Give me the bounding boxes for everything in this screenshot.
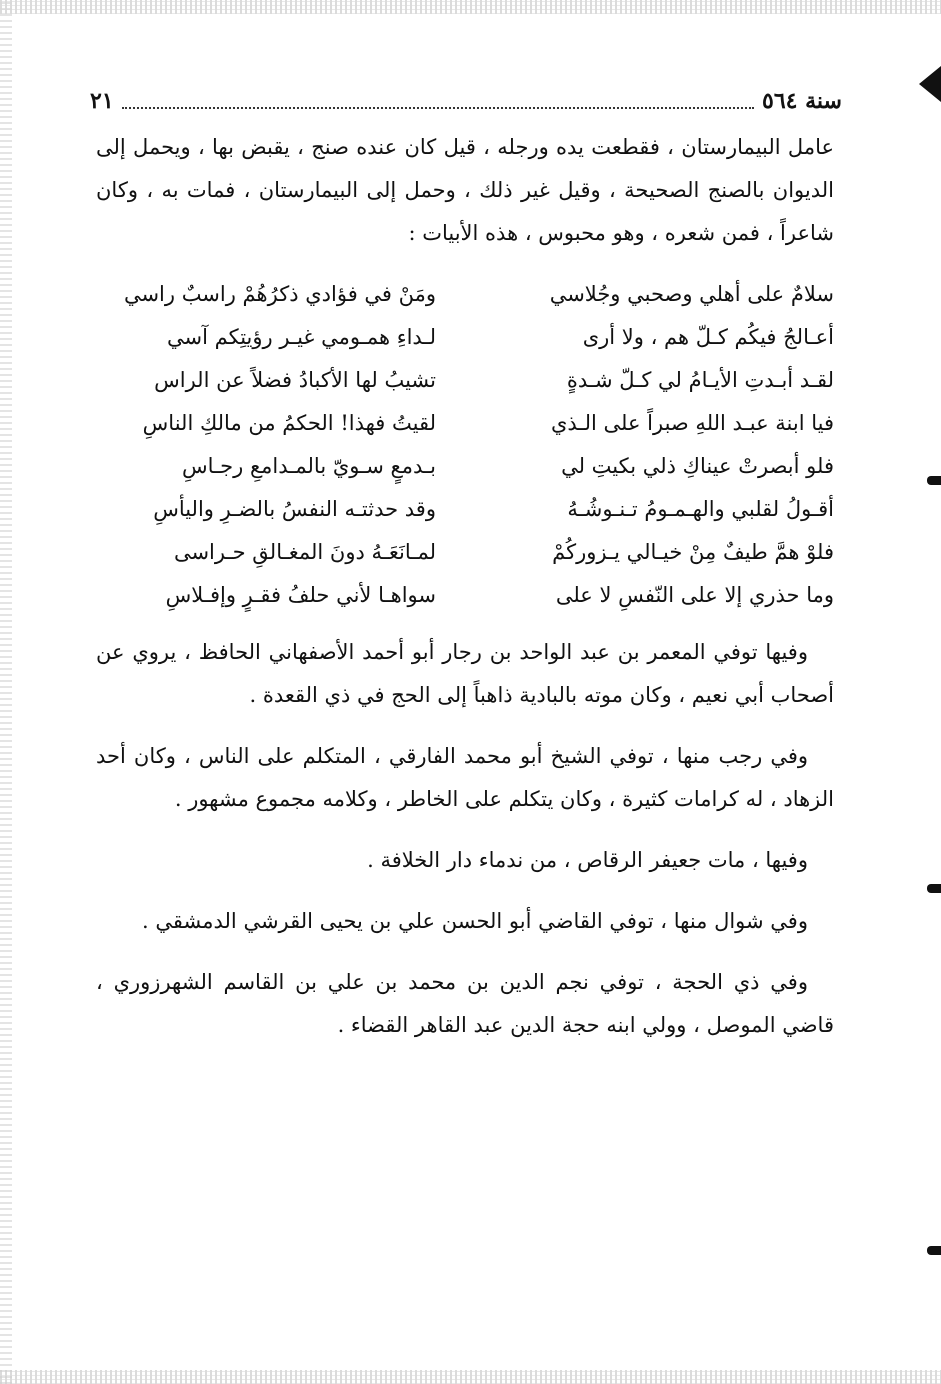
text-line: وفي شوال منها ، توفي القاضي أبو الحسن علي بن يحيى القرشي الدمشقي . (142, 909, 808, 933)
text-line: وفيها توفي المعمر بن عبد الواحد بن رجار أبو أحمد الأصفهاني الحافظ ، يروي (132, 640, 808, 664)
verse-second-hemistich: وقد حدثتـه النفسُ بالضـرِ واليأسِ (153, 497, 436, 521)
text-line: شاعراً ، فمن شعره ، وهو محبوس ، هذه الأبيات : (408, 221, 834, 245)
verse-first-hemistich: أقـولُ لقلبي والهـمـومُ تـنـوشُـهُ (567, 497, 834, 521)
poem-verse (96, 273, 834, 316)
paragraph-dhul-hijja (96, 961, 834, 1047)
verse-second-hemistich: لقيتُ فهذا! الحكمُ من مالكِ الناسِ (142, 411, 436, 435)
poem (96, 273, 834, 617)
poem-verse (96, 316, 834, 359)
poem-verse (96, 574, 834, 617)
poem-verse (96, 402, 834, 445)
decorative-border-top (0, 0, 941, 14)
verse-first-hemistich: أعـالجُ فيكُم كـلّ هم ، ولا أرى (582, 325, 834, 349)
text-line: عن أصحاب أبي نعيم ، وكان موته بالبادية ذاهباً إلى الحج في ذي القعدة . (96, 640, 834, 707)
verse-first-hemistich: فلوْ همَّ طيفٌ مِنْ خيـالي يـزوركُمْ (552, 540, 834, 564)
header-dot-leader (122, 93, 754, 109)
text-line: عامل البيمارستان ، فقطعت يده ورجله ، قيل كان عنده صنج ، يقبض بها ، ويحمل إلى (96, 135, 834, 159)
verse-second-hemistich: سواهـا لأني حلفُ فقـرٍ وإفـلاسِ (165, 583, 436, 607)
verse-first-hemistich: فيا ابنة عبـد اللهِ صبراً على الـذي (550, 411, 834, 435)
poem-verse (96, 531, 834, 574)
paragraph-muammar (96, 631, 834, 717)
verse-first-hemistich: وما حذري إلا على النّفسِ لا على (555, 583, 834, 607)
text-line: وفي رجب منها ، توفي الشيخ أبو محمد الفارقي ، المتكلم على الناس ، وكان أحد (96, 744, 809, 768)
text-line: قاضي الموصل ، وولي ابنه حجة الدين عبد القاهر القضاء . (337, 1013, 834, 1037)
edge-tab-mark (927, 884, 941, 893)
verse-second-hemistich: لـداءِ همـومي غيـر رؤيتِكم آسي (167, 325, 436, 349)
text-line: الزهاد ، له كرامات كثيرة ، وكان يتكلم على الخاطر ، وكلامه مجموع مشهور . (174, 787, 834, 811)
verse-first-hemistich: لقـد أبـدتِ الأيـامُ لي كـلّ شـدةٍ (566, 368, 834, 392)
page-number: ٢١ (90, 88, 114, 114)
decorative-border-bottom (0, 1370, 941, 1384)
decorative-border-left (0, 0, 12, 1384)
year-label: سنة ٥٦٤ (762, 88, 842, 114)
text-line: وفي ذي الحجة ، توفي نجم الدين بن محمد بن علي بن القاسم الشهرزوري ، (96, 970, 808, 994)
intro-paragraph (96, 126, 834, 255)
verse-second-hemistich: ومَنْ في فؤادي ذكرُهُمْ راسبٌ راسي (123, 282, 436, 306)
verse-first-hemistich: سلامٌ على أهلي وصحبي وجُلاسي (549, 282, 834, 306)
poem-verse (96, 488, 834, 531)
paragraph-juayfir (96, 839, 834, 882)
running-header (90, 84, 842, 118)
edge-tab-mark (927, 1246, 941, 1255)
page-corner-triangle-icon (919, 66, 941, 102)
text-line: وفيها ، مات جعيفر الرقاص ، من ندماء دار الخلافة . (367, 848, 808, 872)
verse-first-hemistich: فلو أبصرتْ عيناكِ ذلي بكيتِ لي (561, 454, 834, 478)
poem-verse (96, 445, 834, 488)
edge-tab-mark (927, 476, 941, 485)
paragraph-shawwal (96, 900, 834, 943)
verse-second-hemistich: تشيبُ لها الأكبادُ فضلاً عن الراس (154, 368, 436, 392)
poem-verse (96, 359, 834, 402)
verse-second-hemistich: لمـانَعَـهُ دونَ المغـالقِ حـراسى (173, 540, 436, 564)
page-body (96, 126, 834, 1047)
paragraph-rajab (96, 735, 834, 821)
verse-second-hemistich: بـدمعٍ سـويّ بالمـدامعِ رجـاسِ (181, 454, 436, 478)
text-line: الديوان بالصنج الصحيحة ، وقيل غير ذلك ، وحمل إلى البيمارستان ، فمات به ، وكان (96, 178, 834, 202)
